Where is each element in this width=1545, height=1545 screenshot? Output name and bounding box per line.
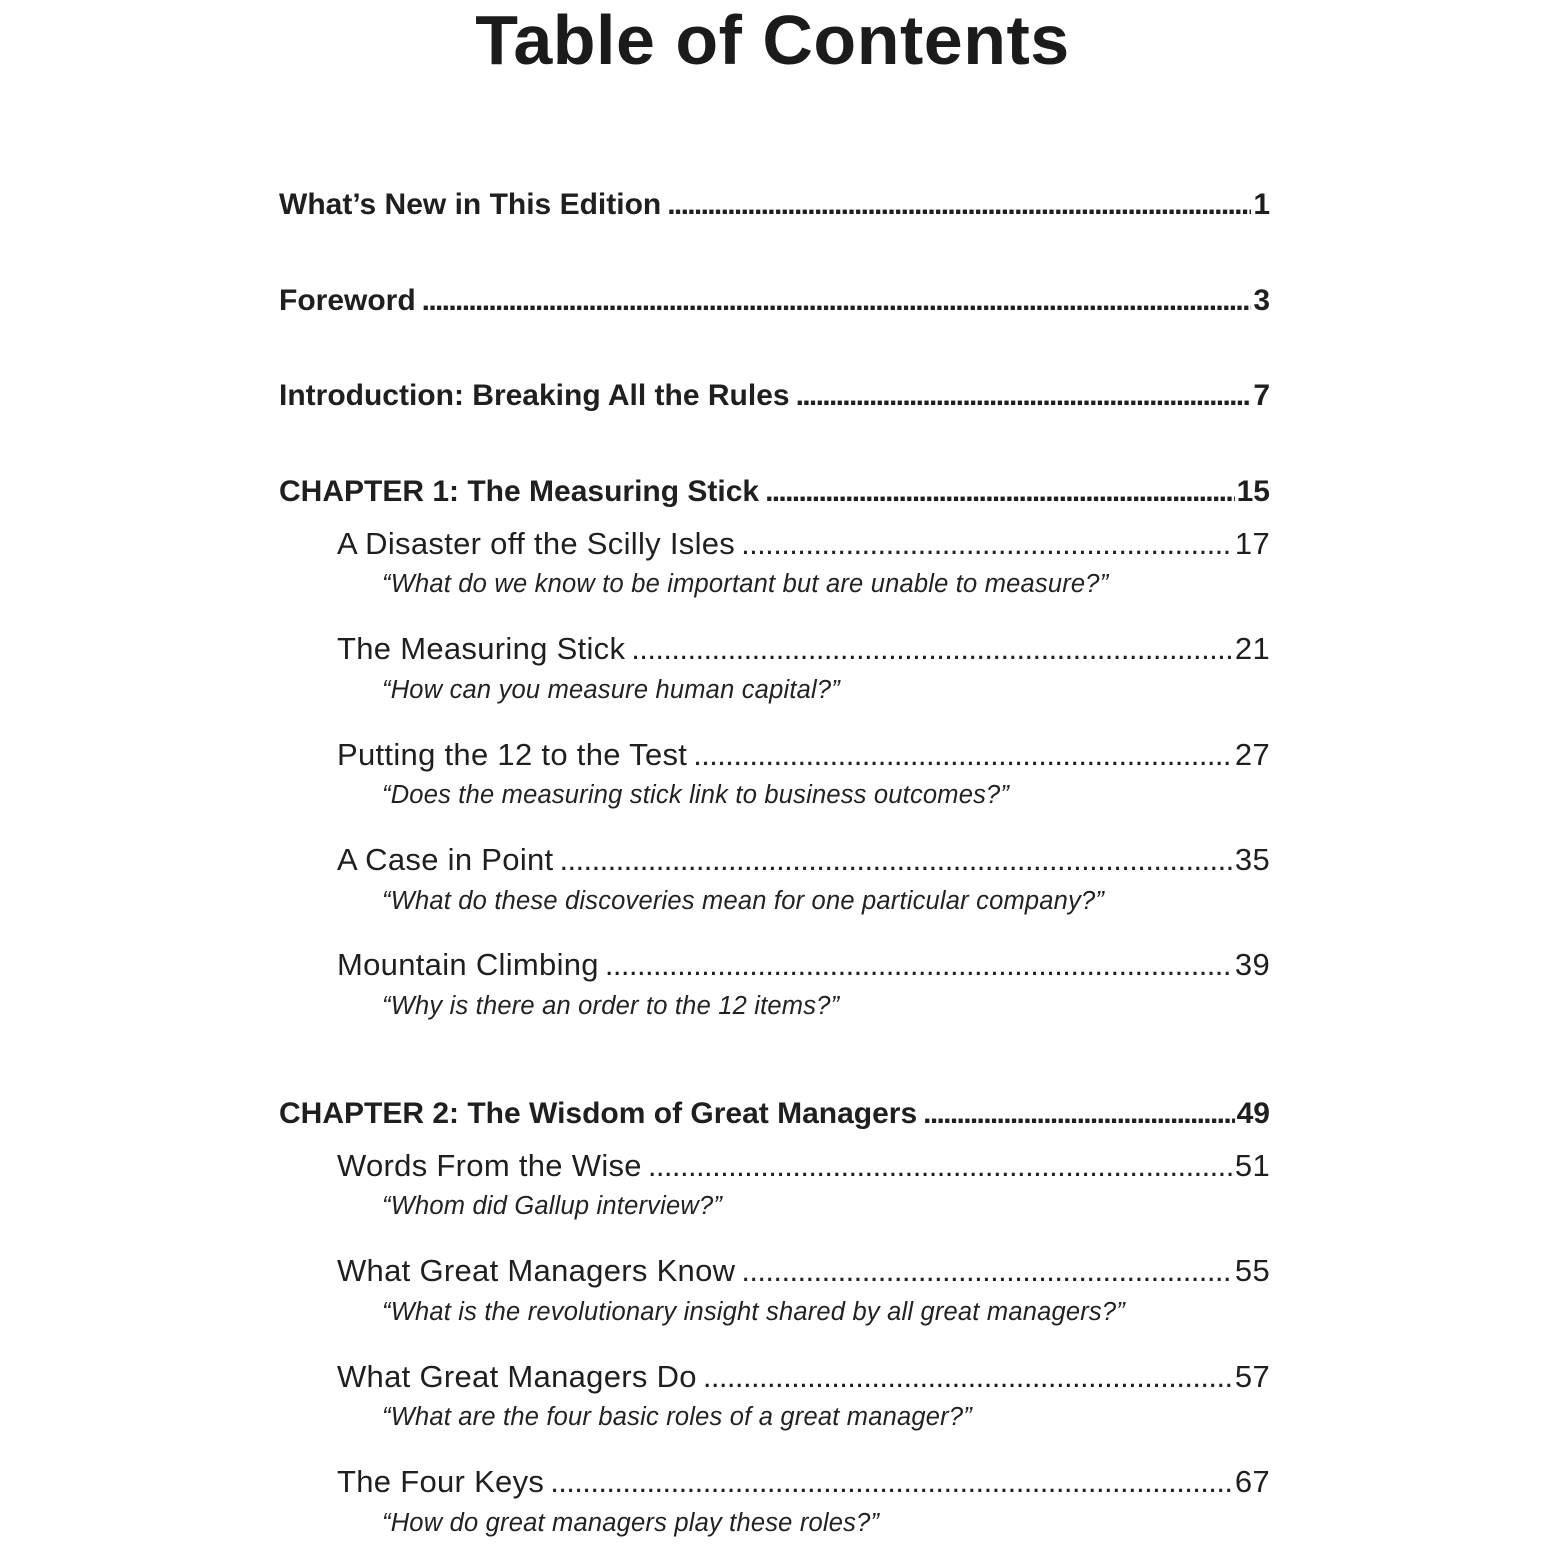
- dot-leader: [741, 1253, 1233, 1289]
- dot-leader: [765, 474, 1235, 510]
- dot-leader: [631, 631, 1233, 667]
- toc-section[interactable]: [337, 737, 1270, 773]
- toc-section[interactable]: [337, 1253, 1270, 1289]
- toc-chapter-2[interactable]: [279, 1096, 1270, 1132]
- section-title: Words From the Wise: [337, 1148, 642, 1183]
- toc-section[interactable]: [337, 1148, 1270, 1184]
- toc-page-number: 55: [1234, 1253, 1270, 1288]
- toc-page-number: 17: [1234, 526, 1270, 561]
- section-title: What Great Managers Know: [337, 1253, 736, 1288]
- toc-page-number: 27: [1234, 737, 1270, 772]
- toc-section[interactable]: [337, 1464, 1270, 1500]
- section-title: What Great Managers Do: [337, 1359, 697, 1394]
- section-question: “What is the revolutionary insight shared by all great managers?”: [382, 1298, 1125, 1326]
- section-question: “What do these discoveries mean for one particular company?”: [382, 887, 1105, 915]
- dot-leader: [741, 526, 1233, 562]
- toc-page-number: 49: [1236, 1097, 1270, 1130]
- toc-entry-label: What’s New in This Edition: [279, 188, 662, 221]
- section-question: “How can you measure human capital?”: [382, 676, 840, 704]
- dot-leader: [559, 842, 1232, 878]
- dot-leader: [796, 378, 1252, 414]
- section-question: “What do we know to be important but are unable to measure?”: [382, 570, 1109, 598]
- toc-section[interactable]: [337, 1359, 1270, 1395]
- dot-leader: [605, 947, 1233, 983]
- toc-entry-foreword[interactable]: [279, 283, 1270, 319]
- toc-entry-introduction[interactable]: [279, 378, 1270, 414]
- section-title: The Measuring Stick: [337, 631, 626, 666]
- dot-leader: [693, 737, 1233, 773]
- dot-leader: [703, 1359, 1233, 1395]
- toc-page-number: 51: [1234, 1148, 1270, 1183]
- toc-section[interactable]: [337, 631, 1270, 667]
- dot-leader: [422, 283, 1252, 319]
- toc-entry-whats-new[interactable]: [279, 187, 1270, 223]
- dot-leader: [923, 1096, 1234, 1132]
- chapter-title: CHAPTER 1: The Measuring Stick: [279, 475, 760, 508]
- chapter-title: CHAPTER 2: The Wisdom of Great Managers: [279, 1097, 918, 1130]
- toc-entry-label: Foreword: [279, 284, 416, 317]
- page-title: Table of Contents: [475, 1, 1070, 79]
- toc-page-number: 67: [1234, 1464, 1270, 1499]
- section-title: The Four Keys: [337, 1464, 545, 1499]
- toc-page-number: 35: [1234, 842, 1270, 877]
- dot-leader: [550, 1464, 1233, 1500]
- toc-page-number: 3: [1253, 284, 1270, 317]
- toc-section[interactable]: [337, 947, 1270, 983]
- toc-page-number: 7: [1253, 379, 1270, 412]
- dot-leader: [648, 1148, 1233, 1184]
- toc-section[interactable]: [337, 842, 1270, 878]
- section-question: “How do great managers play these roles?”: [382, 1509, 880, 1537]
- section-question: “Whom did Gallup interview?”: [382, 1192, 723, 1220]
- section-title: A Disaster off the Scilly Isles: [337, 526, 736, 561]
- toc-chapter-1[interactable]: [279, 474, 1270, 510]
- toc-page-number: 15: [1236, 475, 1270, 508]
- section-question: “Why is there an order to the 12 items?”: [382, 992, 840, 1020]
- toc-page-number: 57: [1234, 1359, 1270, 1394]
- toc-page-number: 1: [1253, 188, 1270, 221]
- section-title: Putting the 12 to the Test: [337, 737, 688, 772]
- dot-leader: [667, 187, 1251, 223]
- section-title: Mountain Climbing: [337, 947, 599, 982]
- toc-page-number: 39: [1234, 947, 1270, 982]
- section-question: “Does the measuring stick link to business outcomes?”: [382, 781, 1010, 809]
- section-question: “What are the four basic roles of a great manager?”: [382, 1403, 972, 1431]
- toc-section[interactable]: [337, 526, 1270, 562]
- toc-page-number: 21: [1234, 631, 1270, 666]
- toc-entry-label: Introduction: Breaking All the Rules: [279, 379, 790, 412]
- section-title: A Case in Point: [337, 842, 554, 877]
